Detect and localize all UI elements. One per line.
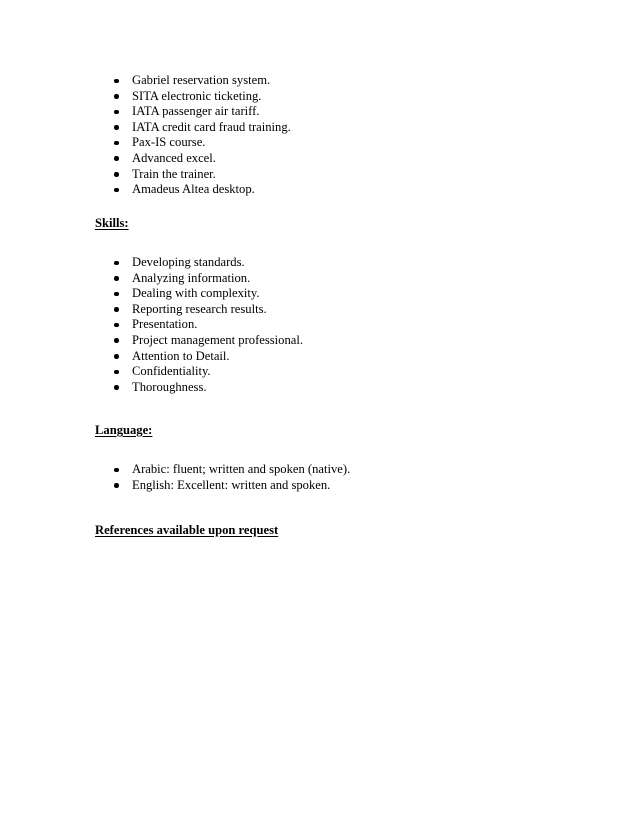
bullet-icon [114, 307, 119, 312]
bullet-icon [114, 261, 119, 266]
list-item-text: Analyzing information. [132, 270, 251, 285]
list-item-text: Thoroughness. [132, 379, 207, 394]
list-item-text: English: Excellent: written and spoken. [132, 477, 331, 492]
list-item-text: SITA electronic ticketing. [132, 88, 262, 103]
list-item-text: Attention to Detail. [132, 348, 230, 363]
list-item [114, 349, 303, 365]
bullet-icon [114, 385, 119, 390]
list-item-text: Reporting research results. [132, 301, 267, 316]
list-item-text: Gabriel reservation system. [132, 73, 271, 87]
list-item [114, 333, 303, 349]
list-item [114, 73, 291, 89]
list-item [114, 302, 303, 318]
bullet-icon [114, 292, 119, 297]
bullet-icon [114, 354, 119, 359]
list-item [114, 380, 303, 396]
list-item-text: Train the trainer. [132, 166, 216, 181]
list-item [114, 255, 303, 271]
bullet-icon [114, 79, 119, 84]
list-item-text: IATA passenger air tariff. [132, 104, 260, 119]
bullet-icon [114, 188, 119, 193]
list-item [114, 104, 291, 120]
bullet-icon [114, 156, 119, 161]
bullet-icon [114, 141, 119, 146]
training-list [114, 73, 291, 198]
list-item [114, 462, 350, 478]
list-item [114, 271, 303, 287]
bullet-icon [114, 338, 119, 343]
list-item [114, 89, 291, 105]
list-item [114, 182, 291, 198]
list-item [114, 364, 303, 380]
bullet-icon [114, 94, 119, 99]
language-list [114, 462, 350, 493]
list-item [114, 151, 291, 167]
list-item [114, 135, 291, 151]
bullet-icon [114, 323, 119, 328]
language-heading: Language: [95, 423, 153, 437]
list-item-text: Arabic: fluent; written and spoken (native). [132, 462, 351, 476]
list-item [114, 120, 291, 136]
bullet-icon [114, 125, 119, 130]
skills-heading: Skills: [95, 216, 129, 230]
bullet-icon [114, 468, 119, 473]
list-item-text: Confidentiality. [132, 364, 211, 379]
list-item-text: Developing standards. [132, 255, 245, 269]
list-item-text: Project management professional. [132, 332, 304, 347]
bullet-icon [114, 276, 119, 281]
list-item-text: Dealing with complexity. [132, 286, 260, 301]
list-item-text: Advanced excel. [132, 150, 216, 165]
bullet-icon [114, 370, 119, 375]
list-item-text: Pax-IS course. [132, 135, 206, 150]
list-item [114, 478, 350, 494]
list-item-text: IATA credit card fraud training. [132, 119, 291, 134]
list-item [114, 167, 291, 183]
list-item [114, 317, 303, 333]
skills-list [114, 255, 303, 395]
references-note: References available upon request [95, 523, 279, 537]
list-item-text: Amadeus Altea desktop. [132, 182, 255, 197]
list-item [114, 286, 303, 302]
bullet-icon [114, 483, 119, 488]
bullet-icon [114, 110, 119, 115]
bullet-icon [114, 172, 119, 177]
list-item-text: Presentation. [132, 317, 198, 332]
